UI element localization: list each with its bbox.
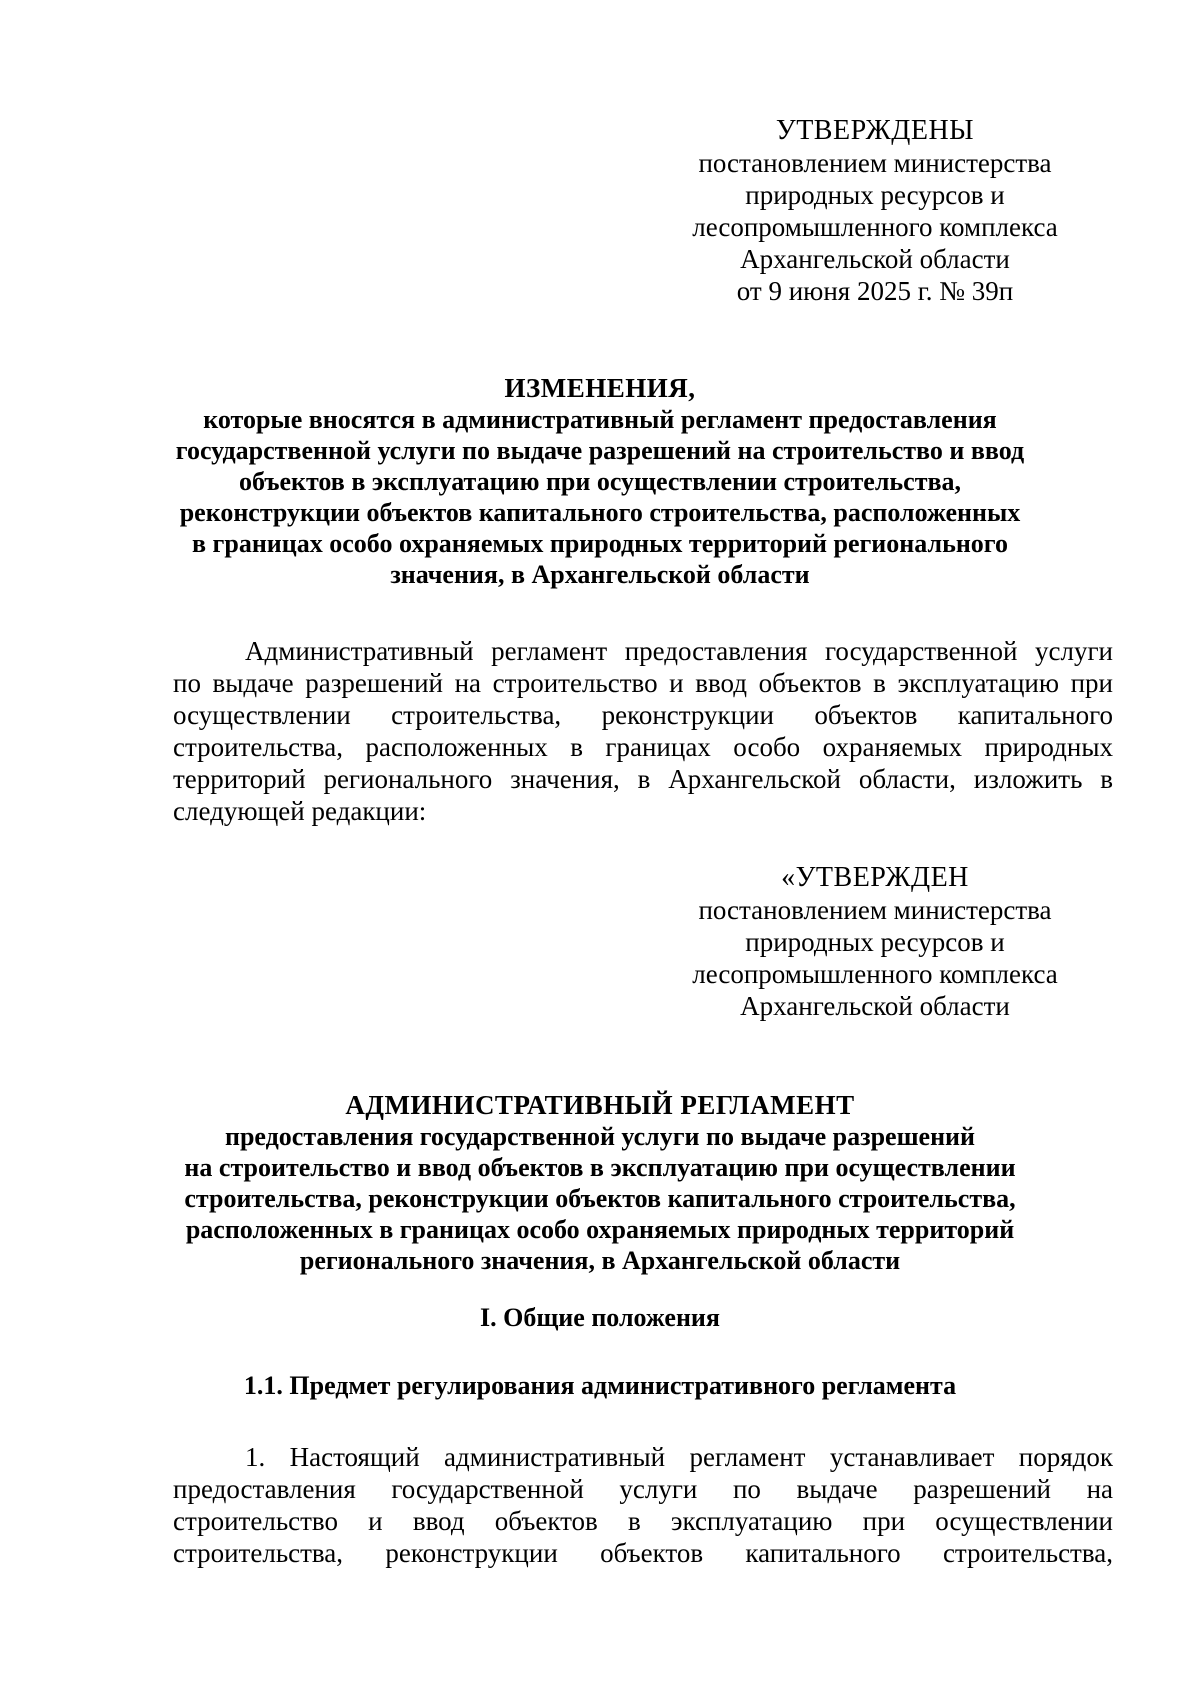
paragraph-line: предоставления государственной услуги по выдаче разрешений на — [173, 1474, 1113, 1504]
heading-line: предоставления государственной услуги по выдаче разрешений — [224, 1122, 976, 1151]
intro-paragraph — [173, 635, 1113, 827]
approval-line: Архангельской области — [740, 991, 1010, 1021]
approval-title: УТВЕРЖДЕНЫ — [775, 115, 975, 146]
approval-date-line: от 9 июня 2025 г. № 39п — [736, 276, 1014, 306]
heading-line: реконструкции объектов капитального строительства, расположенных — [179, 498, 1021, 527]
approval-line: Архангельской области — [740, 244, 1010, 274]
paragraph-line: 1. Настоящий административный регламент устанавливает порядок — [245, 1442, 1113, 1472]
approval-line: природных ресурсов и — [745, 180, 1005, 210]
heading-line: строительства, реконструкции объектов капитального строительства, — [184, 1184, 1016, 1213]
changes-heading — [130, 373, 1070, 590]
heading-line: в границах особо охраняемых природных территорий регионального — [192, 529, 1008, 558]
heading-line: государственной услуги по выдаче разрешений на строительство и ввод — [175, 436, 1025, 465]
paragraph-line: строительства, расположенных в границах особо охраняемых природных — [173, 732, 1113, 762]
heading-line: регионального значения, в Архангельской области — [299, 1246, 901, 1275]
approval-line: постановлением министерства — [698, 148, 1052, 178]
heading-line: которые вносятся в административный регламент предоставления — [203, 405, 997, 434]
paragraph-line: по выдаче разрешений на строительство и ввод объектов в эксплуатацию при — [173, 668, 1113, 698]
approval-title: «УТВЕРЖДЕН — [781, 862, 969, 893]
heading-line: расположенных в границах особо охраняемых природных территорий — [185, 1215, 1015, 1244]
reglament-title: АДМИНИСТРАТИВНЫЙ РЕГЛАМЕНТ — [345, 1090, 855, 1120]
paragraph-line: строительства, реконструкции объектов капитального строительства, — [173, 1538, 1113, 1568]
body-paragraph — [173, 1441, 1113, 1569]
approval-line: природных ресурсов и — [745, 927, 1005, 957]
paragraph-line: территорий регионального значения, в Архангельской области, изложить в — [173, 764, 1113, 794]
heading-line: значения, в Архангельской области — [390, 560, 810, 589]
paragraph-line: Административный регламент предоставления государственной услуги — [245, 636, 1113, 666]
paragraph-line: осуществлении строительства, реконструкции объектов капитального — [173, 700, 1113, 730]
section-heading: I. Общие положения — [480, 1303, 720, 1332]
paragraph-line: следующей редакции: — [173, 796, 427, 826]
heading-line: на строительство и ввод объектов в эксплуатацию при осуществлении — [184, 1153, 1016, 1182]
paragraph-line: строительство и ввод объектов в эксплуатацию при осуществлении — [173, 1506, 1113, 1536]
subsection-heading: 1.1. Предмет регулирования административного регламента — [243, 1371, 957, 1400]
changes-title: ИЗМЕНЕНИЯ, — [504, 373, 696, 403]
approval-line: лесопромышленного комплекса — [692, 212, 1058, 242]
approval-stamp-block — [650, 115, 1100, 307]
heading-line: объектов в эксплуатацию при осуществлении строительства, — [238, 467, 962, 496]
approval-line: постановлением министерства — [698, 895, 1052, 925]
approval-line: лесопромышленного комплекса — [692, 959, 1058, 989]
approval-stamp-block-2 — [650, 862, 1100, 1022]
reglament-heading — [130, 1090, 1070, 1276]
